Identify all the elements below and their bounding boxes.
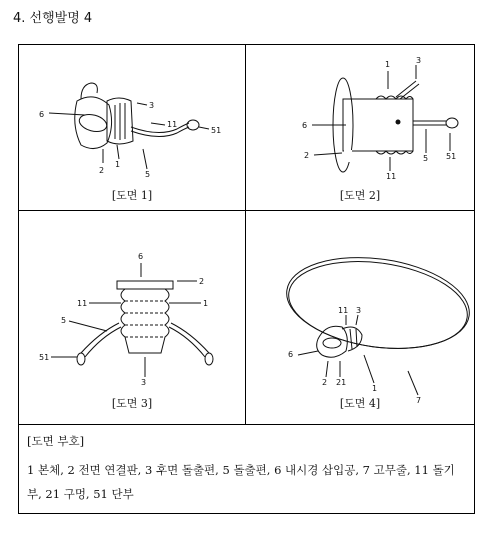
fig1-label-51: 51 [211,126,222,135]
fig2-label-51: 51 [446,152,457,161]
fig3-label-51: 51 [39,353,50,362]
fig3-label-5: 5 [61,316,67,325]
fig4-label-7: 7 [416,396,422,405]
fig3-label-1: 1 [203,299,209,308]
reference-numerals [19,425,474,513]
figure-2-cell [246,45,474,211]
figure-table [18,44,475,514]
figure-4-drawing [246,211,473,425]
fig2-label-5: 5 [423,154,429,163]
fig3-label-11: 11 [77,299,88,308]
fig1-label-2: 2 [99,166,105,175]
fig3-label-2: 2 [199,277,205,286]
fig4-label-21: 21 [336,378,347,387]
fig3-label-6: 6 [138,252,144,261]
fig3-label-3: 3 [141,378,147,387]
fig2-label-2: 2 [304,151,310,160]
fig4-label-3: 3 [356,306,362,315]
figure-3-caption: [도면 3] [111,397,153,410]
figure-4-caption: [도면 4] [339,397,381,410]
fig2-label-6: 6 [302,121,308,130]
fig4-label-2: 2 [322,378,328,387]
fig4-label-1: 1 [372,384,378,393]
fig1-label-3: 3 [149,101,155,110]
figure-2-caption: [도면 2] [339,189,381,202]
figure-4-cell [246,211,474,425]
fig1-label-5: 5 [145,170,151,179]
fig1-label-6: 6 [39,110,45,119]
reference-numerals-body: 1 본체, 2 전면 연결판, 3 후면 돌출편, 5 돌출편, 6 내시경 삽입공, 7 고무줄, 11 돌기부, 21 구멍, 51 단부 [27,463,455,501]
fig4-label-11: 11 [338,306,349,315]
figure-1-cell [19,45,246,211]
fig2-label-1: 1 [385,60,391,69]
fig1-label-1: 1 [115,160,121,169]
fig2-label-3: 3 [416,56,422,65]
fig1-label-11: 11 [167,120,178,129]
section-heading: 4. 선행발명 4 [13,11,93,26]
fig4-label-6: 6 [288,350,294,359]
reference-numerals-title: [도면 부호] [27,434,85,448]
figure-3-cell [19,211,246,425]
figure-1-caption: [도면 1] [111,189,153,202]
figure-3-drawing [19,211,245,425]
fig2-label-11: 11 [386,172,397,181]
